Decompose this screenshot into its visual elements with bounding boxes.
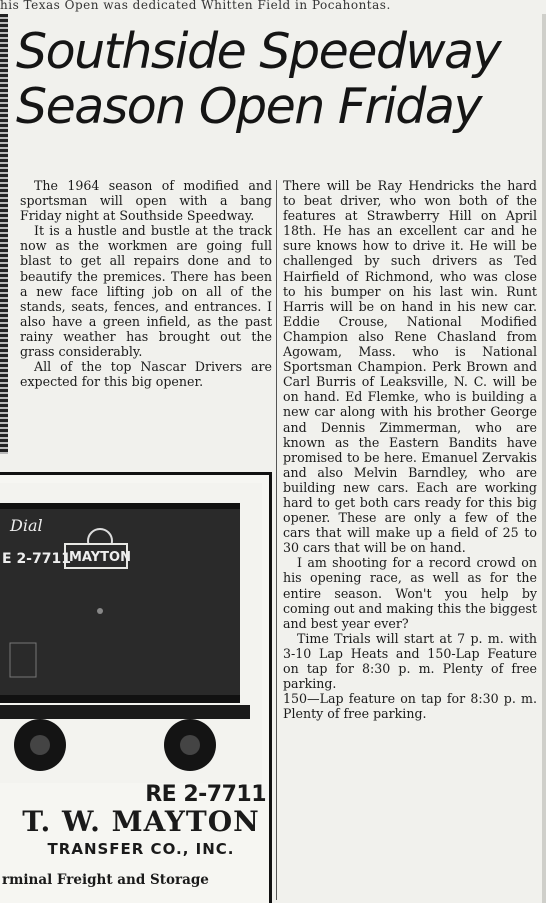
article-paragraph: I am shooting for a record crowd on his opening race, as well as for the entire season. Won't you help by coming out and making this the biggest and best year ever? <box>283 555 537 631</box>
truck-logo-text: MAYTON <box>69 550 131 565</box>
page-edge-right <box>542 14 546 903</box>
article-paragraph: There will be Ray Hendricks the hard to beat driver, who won both of the features at Strawberry Hill on April 18th. He has an excellent car and he sure knows how to drive it. He will be challenged by such drivers as Ted Hairfield of Richmond, who was close to his bumper on his last win. Runt Harris will be on hand in his new car. Eddie Crouse, National Modified Champion also Rene Chasland from Agowam, Mass. who is National Sportsman Champion. Perk Brown and Carl Burris of Leaksville, N. C. will be on hand. Ed Flemke, who is building a new car along with his brother George and Dennis Zimmerman, who are known as the Eastern Bandits have promised to be here. Emanuel Zervakis and also Melvin Barndley, who are building new cars. Each are working hard to get both cars ready for this big opener. These are only a few of the cars that will make up a field of 25 to 30 cars that will be on hand. <box>283 178 537 556</box>
headline-line-1: Southside Speedway <box>16 23 501 80</box>
article-paragraph: All of the top Nascar Drivers are expected for this big opener. <box>20 359 272 390</box>
article-column-2 <box>283 178 537 721</box>
headline <box>16 24 541 134</box>
ad-tagline: rminal Freight and Storage <box>2 872 209 888</box>
article-column-1 <box>20 178 272 389</box>
article-paragraph: Time Trials will start at 7 p. m. with 3-10 Lap Heats and 150-Lap Feature on tap for 8:30 p. m. Plenty of free parking. <box>283 630 537 692</box>
headline-line-2: Season Open Friday <box>16 78 481 135</box>
previous-article-strip <box>0 0 546 14</box>
ad-company-name: T. W. MAYTON <box>22 805 260 838</box>
article-paragraph: It is a hustle and bustle at the track now as the workmen are going full blast to get all repairs done and to beautify the premices. There has been a new face lifting job on all of the stands, seats, fences, and entrances. I also have a green infield, as the past rainy weather has brought out the grass considerably. <box>20 223 272 360</box>
moving-truck-photo <box>0 483 262 783</box>
article-paragraph: The 1964 season of modified and sportsman will open with a bang Friday night at Southside Speedway. <box>20 178 272 224</box>
mayton-advertisement <box>0 472 272 903</box>
truck-phone-text: E 2-7711 <box>2 551 71 567</box>
column-divider <box>276 180 277 900</box>
previous-article-text: his Texas Open was dedicated Whitten Field in Pocahontas. <box>0 0 391 12</box>
truck-dial-text: Dial <box>10 516 43 535</box>
page-edge-left <box>0 14 8 454</box>
ad-phone-number: RE 2-7711 <box>145 782 266 807</box>
article-paragraph: 150—Lap feature on tap for 8:30 p. m. Plenty of free parking. <box>283 691 537 722</box>
ad-company-subtitle: TRANSFER CO., INC. <box>47 840 235 858</box>
